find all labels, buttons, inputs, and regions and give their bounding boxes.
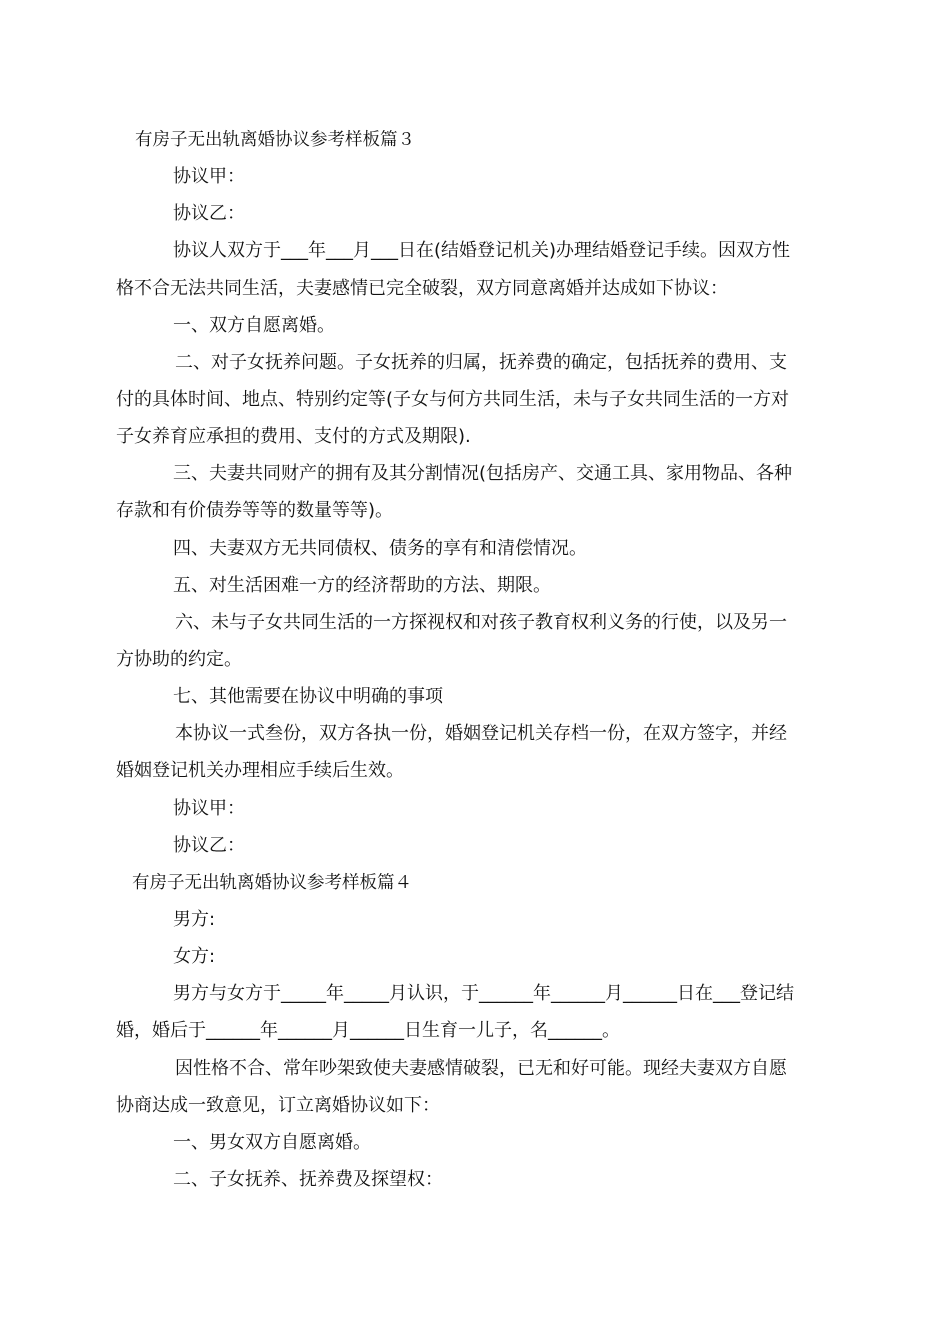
- intro-paragraph-line: 格不合无法共同生活，夫妻感情已完全破裂，双方同意离婚并达成如下协议：: [116, 278, 728, 299]
- clause-6-line: 方协助的约定。: [116, 649, 242, 670]
- closing-paragraph-line: 本协议一式叁份，双方各执一份，婚姻登记机关存档一份，在双方签字，并经: [175, 723, 787, 744]
- signature-party-b: 协议乙：: [173, 835, 245, 856]
- clause-4: 四、夫妻双方无共同债权、债务的享有和清偿情况。: [173, 538, 587, 559]
- clause-1: 一、双方自愿离婚。: [173, 315, 335, 336]
- intro-paragraph-line: 协议人双方于___年___月___日在(结婚登记机关)办理结婚登记手续。因双方性: [173, 240, 791, 261]
- section-4-title: 有房子无出轨离婚协议参考样板篇４: [132, 873, 412, 893]
- clause-2-line: 付的具体时间、地点、特别约定等(子女与何方共同生活，未与子女共同生活的一方对: [116, 389, 790, 410]
- male-party-label: 男方:: [173, 909, 216, 930]
- clause-2-line: 二、对子女抚养问题。子女抚养的归属，抚养费的确定，包括抚养的费用、支: [175, 352, 787, 373]
- clause-5: 五、对生活困难一方的经济帮助的方法、期限。: [173, 575, 551, 596]
- intro-paragraph-line: 婚，婚后于______年______月______日生育一儿子，名______。: [116, 1020, 620, 1041]
- clause-3-line: 三、夫妻共同财产的拥有及其分割情况(包括房产、交通工具、家用物品、各种: [173, 463, 793, 484]
- section-3-title: 有房子无出轨离婚协议参考样板篇３: [135, 130, 415, 150]
- signature-party-a: 协议甲：: [173, 798, 245, 819]
- clause-7: 七、其他需要在协议中明确的事项: [173, 686, 443, 707]
- closing-paragraph-line: 婚姻登记机关办理相应手续后生效。: [116, 760, 404, 781]
- clause-3-line: 存款和有价债券等等的数量等等)。: [116, 500, 394, 521]
- clause-1: 一、男女双方自愿离婚。: [173, 1132, 371, 1153]
- clause-2: 二、子女抚养、抚养费及探望权：: [173, 1169, 443, 1190]
- party-a-label: 协议甲：: [173, 166, 245, 187]
- reason-paragraph-line: 协商达成一致意见，订立离婚协议如下：: [116, 1095, 440, 1116]
- female-party-label: 女方:: [173, 946, 216, 967]
- reason-paragraph-line: 因性格不合、常年吵架致使夫妻感情破裂，已无和好可能。现经夫妻双方自愿: [175, 1058, 787, 1079]
- clause-2-line: 子女养育应承担的费用、支付的方式及期限).: [116, 426, 471, 447]
- intro-paragraph-line: 男方与女方于_____年_____月认识，于______年______月______日在___登记结: [173, 983, 794, 1004]
- party-b-label: 协议乙：: [173, 203, 245, 224]
- clause-6-line: 六、未与子女共同生活的一方探视权和对孩子教育权利义务的行使，以及另一: [175, 612, 787, 633]
